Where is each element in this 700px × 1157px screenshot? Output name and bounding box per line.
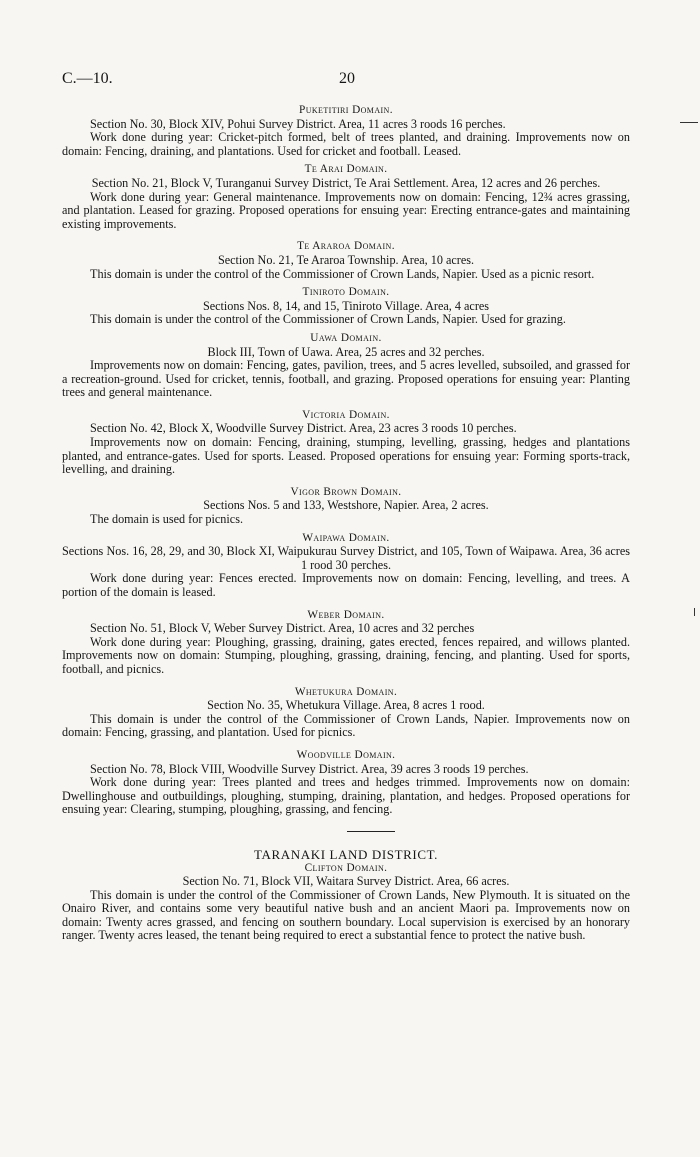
domain-location: Sections Nos. 16, 28, 29, and 30, Block XI, Waipukurau Survey District, and 105, Town of Waipawa. Area, 36 acres 1 rood 30 perches.: [62, 544, 630, 572]
domain-entry: [62, 286, 630, 327]
domain-description: Work done during year: Cricket-pitch formed, belt of trees planted, and draining. Improvements now on domain: Fencing, draining, and plantations. Used for cricket and football. Leased.: [62, 130, 630, 158]
domain-location: Section No. 21, Block V, Turanganui Survey District, Te Arai Settlement. Area, 12 acres and 26 perches.: [91, 175, 601, 190]
margin-mark: [694, 608, 695, 616]
domain-description: Improvements now on domain: Fencing, gates, pavilion, trees, and 5 acres levelled, subsoiled, and grassed for a recreation-ground. Used for cricket, tennis, football, and grazing. Proposed operations for ensuing year: Planting trees and general maintenance.: [62, 358, 630, 400]
domain-title: Whetukura Domain.: [294, 685, 398, 698]
domain-description: Work done during year: Trees planted and trees and hedges trimmed. Improvements now on domain: Dwellinghouse and outbuildings, ploughing, stumping, draining, plantation, and hedges. Proposed operations for ensuing year: Clearing, stumping, ploughing, grassing, and fencing.: [62, 775, 630, 817]
page-number: 20: [339, 70, 355, 87]
domain-description: Work done during year: Ploughing, grassing, draining, gates erected, fences repaired, and willows planted. Improvements now on domain: Stumping, ploughing, grassing, draining, fencing, and planting. Used for sports, football, and picnics.: [62, 634, 630, 676]
domain-title: Waipawa Domain.: [302, 531, 390, 544]
domain-description: This domain is under the control of the Commissioner of Crown Lands, New Plymouth. It is situated on the Onairo River, and contains some very beautiful native bush and an ancient Maori pa. Improvements now on domain: Twenty acres grassed, and fencing on southern boundary. Local supervision is exercised by an honorary ranger. Twenty acres leased, the tenant being required to erect a substantial fence to protect the native bush.: [62, 887, 630, 943]
domain-title: Te Araroa Domain.: [297, 240, 395, 253]
document-reference: C.—10.: [62, 70, 113, 87]
domain-entry: [62, 240, 630, 281]
domain-location: Section No. 71, Block VII, Waitara Survey District. Area, 66 acres.: [182, 874, 510, 889]
domain-entry: [62, 163, 630, 231]
domain-location: Section No. 51, Block V, Weber Survey District. Area, 10 acres and 32 perches: [90, 621, 475, 636]
document-page: [62, 70, 630, 943]
domain-location: Block III, Town of Uawa. Area, 25 acres and 32 perches.: [207, 344, 485, 359]
domain-description: This domain is under the control of the Commissioner of Crown Lands, Napier. Used for grazing.: [90, 312, 566, 327]
domain-description: Improvements now on domain: Fencing, draining, stumping, levelling, grassing, hedges and plantations planted, and entrance-gates. Used for sports. Leased. Proposed operations for ensuing year: Forming sports-track, levelling, and draining.: [62, 435, 630, 477]
domain-description: The domain is used for picnics.: [90, 512, 243, 527]
domain-title: Clifton Domain.: [304, 861, 388, 874]
domain-entry: [62, 686, 630, 740]
domain-title: Puketitiri Domain.: [299, 104, 393, 116]
domain-title: Woodville Domain.: [296, 748, 396, 761]
district-entry: [62, 848, 630, 943]
domain-description: This domain is under the control of the Commissioner of Crown Lands, Napier. Used as a picnic resort.: [90, 266, 595, 281]
domain-location: Section No. 21, Te Araroa Township. Area, 10 acres.: [217, 252, 475, 267]
domain-description: Work done during year: Fences erected. Improvements now on domain: Fencing, levelling, and trees. A portion of the domain is leased.: [62, 571, 630, 599]
domain-location: Section No. 30, Block XIV, Pohui Survey District. Area, 11 acres 3 roods 16 perches.: [90, 116, 506, 131]
domain-entry: [62, 409, 630, 477]
domain-title: Te Arai Domain.: [304, 163, 388, 176]
domain-location: Section No. 42, Block X, Woodville Survey District. Area, 23 acres 3 roods 10 perches.: [90, 421, 517, 436]
domain-title: Victoria Domain.: [302, 408, 390, 421]
domain-entry: [62, 332, 630, 400]
domain-title: Tiniroto Domain.: [302, 286, 390, 299]
domain-location: Section No. 35, Whetukura Village. Area, 8 acres 1 rood.: [207, 698, 485, 713]
district-heading: TARANAKI LAND DISTRICT.: [253, 846, 439, 862]
domain-title: Uawa Domain.: [310, 331, 382, 344]
domain-description: Work done during year: General maintenance. Improvements now on domain: Fencing, 12¾ acres grassing, and plantation. Leased for grazing. Proposed operations for ensuing year: Erecting entrance-gates and maintaining existing improvements.: [62, 189, 630, 231]
domain-location: Sections Nos. 5 and 133, Westshore, Napier. Area, 2 acres.: [203, 498, 489, 513]
domain-description: This domain is under the control of the Commissioner of Crown Lands, Napier. Improvements now on domain: Fencing, grassing, and plantation. Used for picnics.: [62, 711, 630, 740]
domain-title: Vigor Brown Domain.: [290, 485, 402, 498]
page-header: [62, 70, 630, 104]
domain-entry: [62, 104, 630, 158]
domain-entry: [62, 749, 630, 817]
domain-location: Section No. 78, Block VIII, Woodville Survey District. Area, 39 acres 3 roods 19 perches.: [90, 761, 529, 776]
domain-title: Weber Domain.: [307, 608, 385, 621]
domain-entry: [62, 609, 630, 677]
domain-entry: [62, 486, 630, 527]
domain-entry: [62, 532, 630, 600]
margin-mark: [680, 122, 698, 123]
domain-location: Sections Nos. 8, 14, and 15, Tiniroto Village. Area, 4 acres: [202, 298, 490, 313]
